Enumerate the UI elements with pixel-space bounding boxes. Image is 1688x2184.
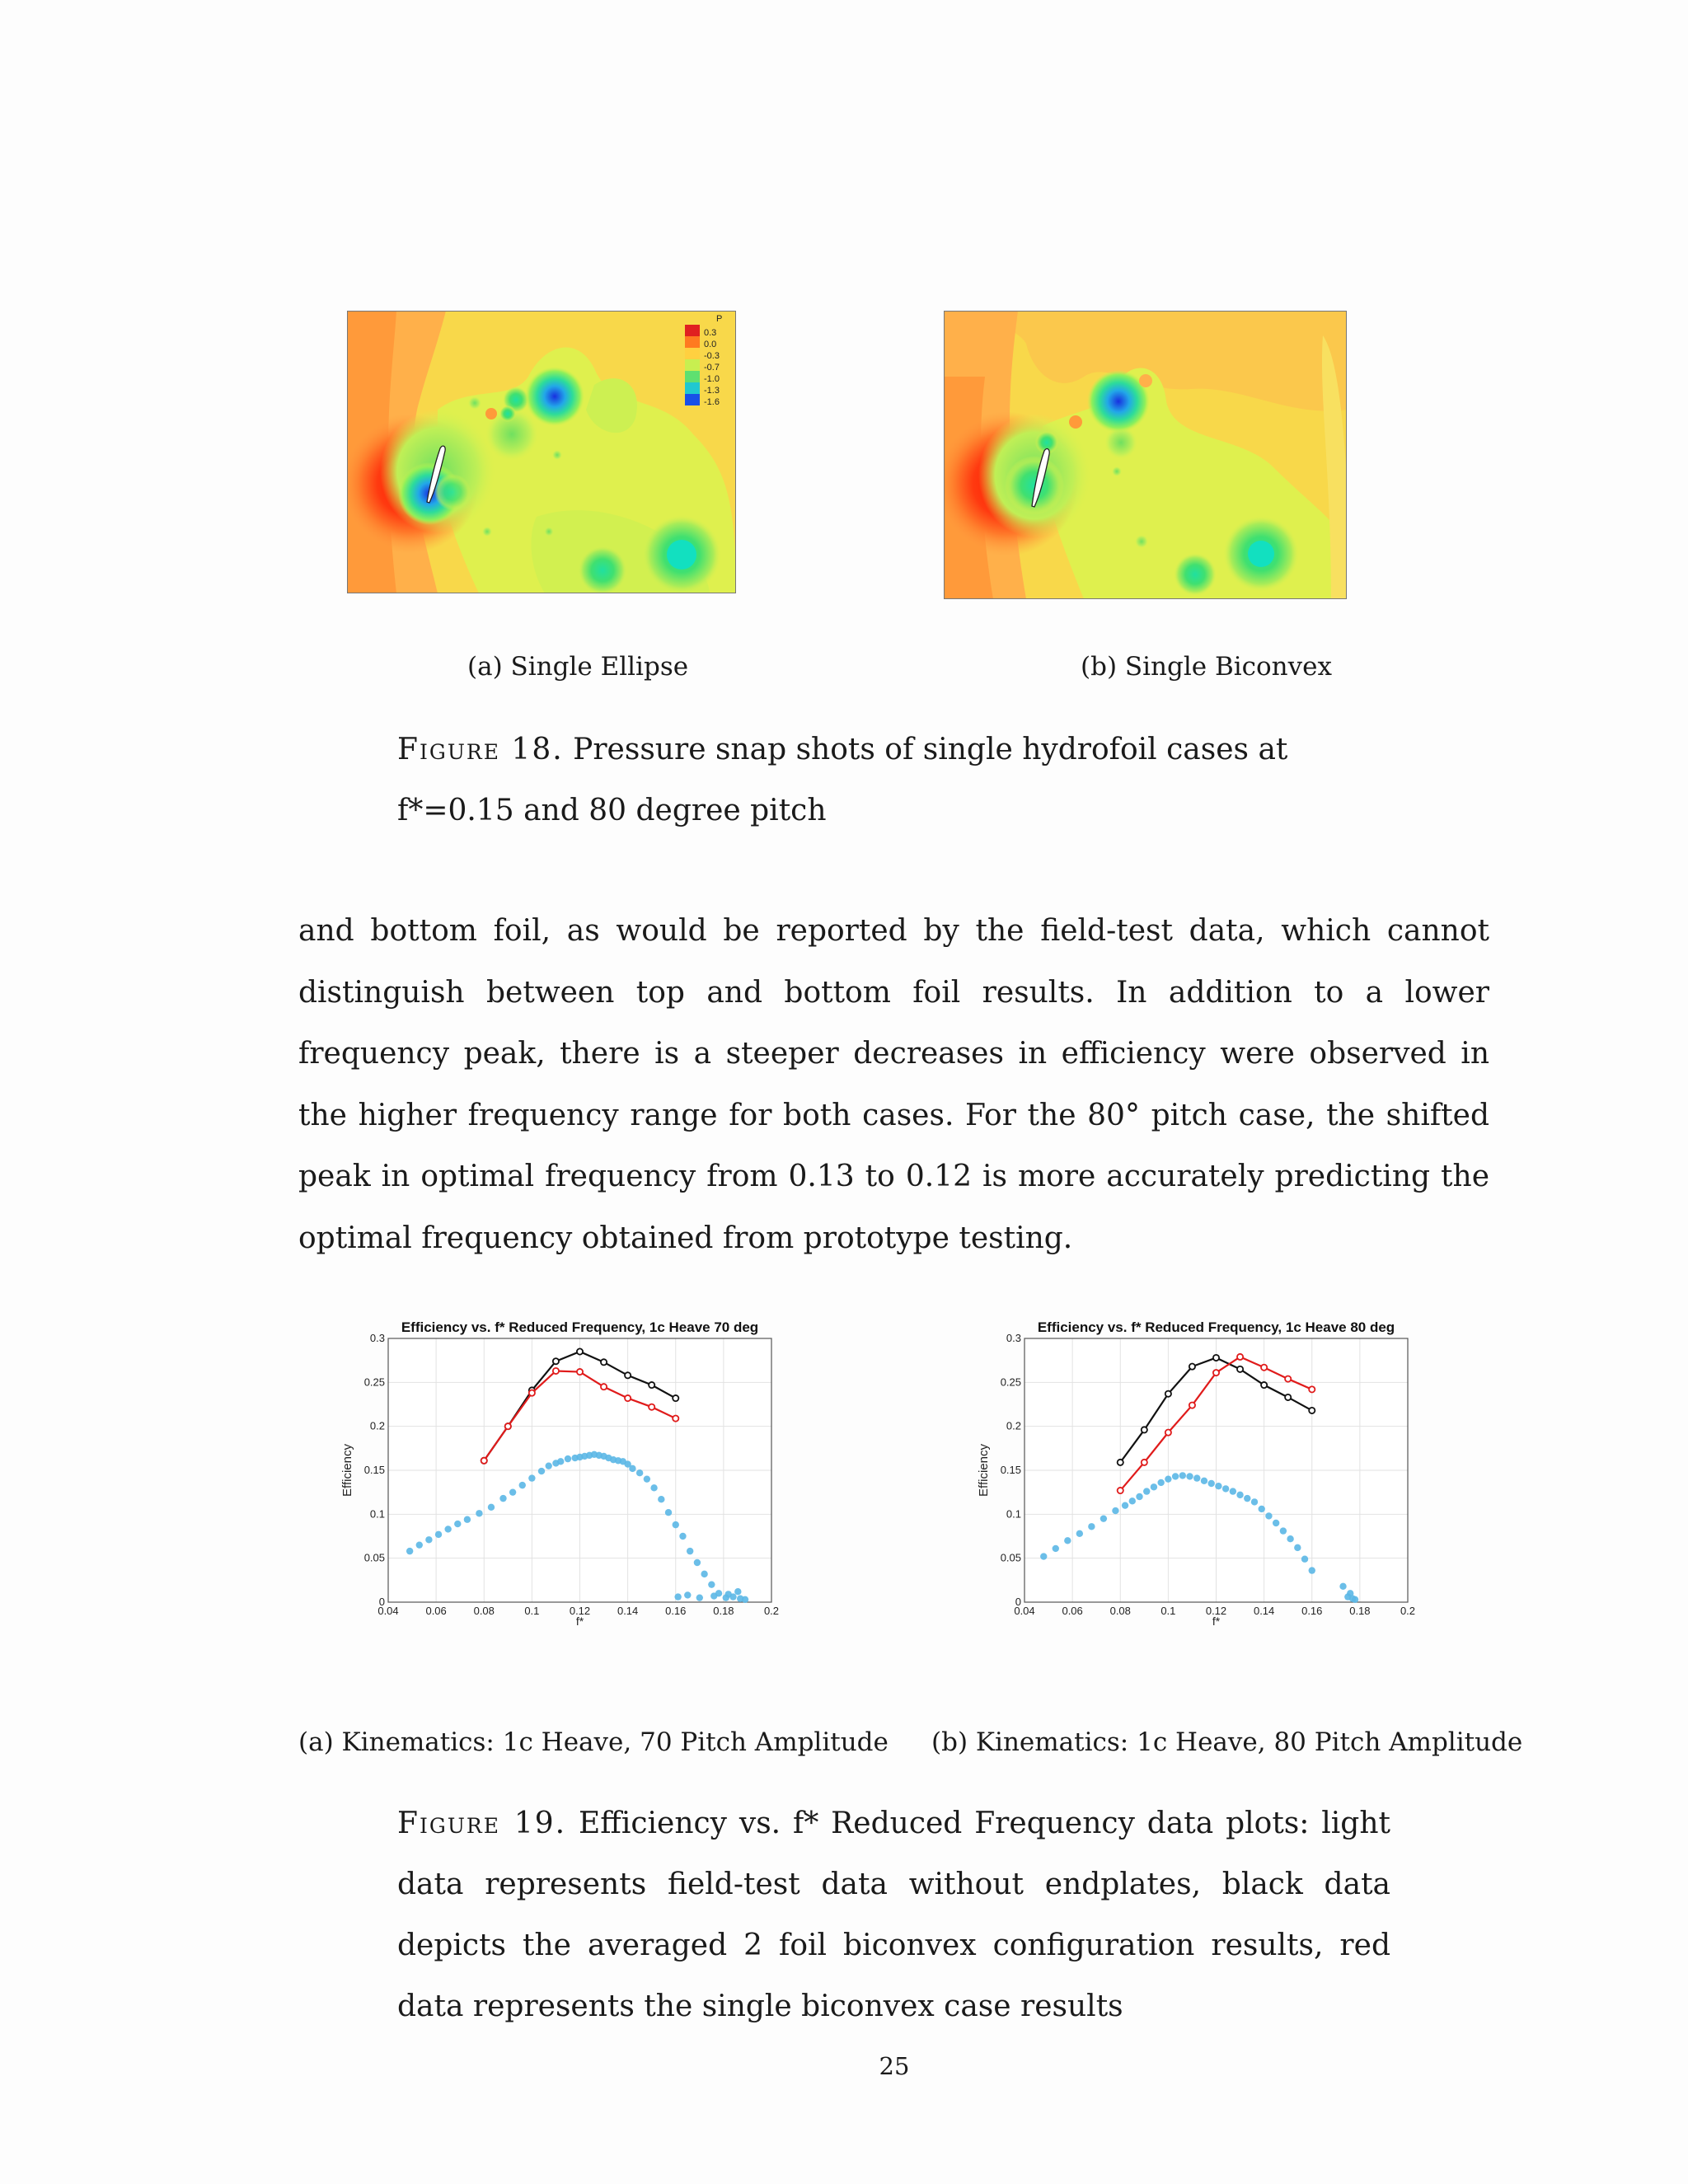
legend-value: 0.0 bbox=[704, 340, 717, 349]
scatter-point bbox=[710, 1592, 717, 1599]
series-point bbox=[1309, 1408, 1315, 1413]
subcaption-70-pitch: (a) Kinematics: 1c Heave, 70 Pitch Amplitude bbox=[298, 1727, 889, 1757]
series-point bbox=[529, 1390, 535, 1396]
y-tick-label: 0.2 bbox=[1006, 1419, 1021, 1432]
y-tick-label: 0.2 bbox=[369, 1419, 385, 1432]
series-point bbox=[601, 1359, 607, 1365]
series-point bbox=[1142, 1460, 1147, 1465]
scatter-point bbox=[1112, 1507, 1118, 1514]
scatter-point bbox=[454, 1521, 461, 1527]
chart-title: Efficiency vs. f* Reduced Frequency, 1c Heave 80 deg bbox=[1037, 1319, 1395, 1335]
legend-value: 0.3 bbox=[704, 328, 717, 338]
chart-title: Efficiency vs. f* Reduced Frequency, 1c Heave 70 deg bbox=[401, 1319, 759, 1335]
series-point bbox=[1189, 1402, 1195, 1408]
scatter-point bbox=[1265, 1512, 1272, 1519]
scatter-point bbox=[444, 1526, 451, 1532]
series-point bbox=[505, 1423, 511, 1429]
x-tick-label: 0.18 bbox=[1349, 1605, 1371, 1617]
subcaption-single-biconvex: (b) Single Biconvex bbox=[1081, 652, 1332, 682]
x-tick-label: 0.16 bbox=[665, 1605, 687, 1617]
y-axis-label: Efficiency bbox=[977, 1444, 991, 1497]
caption-text: Efficiency vs. f* Reduced Frequency data plots: light data represents field-test data without endplates, black data depicts the averaged 2 foil biconvex configuration results, red data represents the single biconvex case results bbox=[397, 1807, 1390, 2023]
scatter-point bbox=[696, 1594, 703, 1601]
scatter-point bbox=[1301, 1556, 1308, 1563]
scatter-point bbox=[701, 1571, 707, 1577]
subcaption-single-ellipse: (a) Single Ellipse bbox=[467, 652, 689, 682]
body-paragraph: and bottom foil, as would be reported by the field-test data, which cannot distinguish between top and bottom foil results. In addition to a lower frequency peak, there is a steeper decreases in efficiency were observed in the higher frequency range for both cases. For the 80° pitch case, the shifted peak in optimal frequency from 0.13 to 0.12 is more accurately predicting the optimal frequency obtained from prototype testing. bbox=[298, 914, 1489, 1255]
scatter-point bbox=[644, 1475, 650, 1482]
scatter-point bbox=[1259, 1506, 1265, 1512]
scatter-point bbox=[1157, 1479, 1164, 1486]
y-tick-label: 0 bbox=[1015, 1596, 1021, 1608]
y-tick-label: 0.1 bbox=[369, 1507, 385, 1521]
x-tick-label: 0.14 bbox=[1253, 1605, 1275, 1617]
scatter-point bbox=[1165, 1475, 1171, 1482]
x-tick-label: 0.2 bbox=[763, 1605, 780, 1617]
scatter-point bbox=[665, 1509, 672, 1516]
scatter-point bbox=[1309, 1567, 1315, 1573]
figure-label: Figure 18. bbox=[397, 733, 564, 766]
series-point bbox=[673, 1395, 678, 1401]
scatter-point bbox=[1236, 1492, 1243, 1498]
y-tick-label: 0.05 bbox=[363, 1551, 385, 1564]
x-tick-label: 0.04 bbox=[1014, 1605, 1035, 1617]
scatter-point bbox=[1053, 1545, 1059, 1552]
scatter-point bbox=[1349, 1596, 1356, 1602]
scatter-point bbox=[724, 1591, 731, 1597]
y-tick-label: 0.25 bbox=[1000, 1376, 1021, 1389]
scatter-point bbox=[435, 1531, 442, 1538]
scatter-point bbox=[1251, 1498, 1258, 1505]
scatter-point bbox=[425, 1536, 432, 1543]
scatter-point bbox=[636, 1469, 643, 1476]
scatter-point bbox=[416, 1541, 423, 1548]
scatter-point bbox=[650, 1484, 657, 1491]
series-point bbox=[1213, 1355, 1219, 1361]
scatter-point bbox=[565, 1455, 571, 1462]
x-tick-label: 0.06 bbox=[1062, 1605, 1083, 1617]
series-point bbox=[1261, 1365, 1267, 1371]
scatter-point bbox=[464, 1516, 471, 1523]
series-point bbox=[1189, 1364, 1195, 1370]
series-point bbox=[625, 1372, 631, 1378]
scatter-point bbox=[1294, 1544, 1301, 1551]
y-tick-label: 0.25 bbox=[363, 1376, 385, 1389]
series-point bbox=[649, 1404, 654, 1410]
series-point bbox=[1285, 1394, 1291, 1400]
series-point bbox=[1237, 1366, 1243, 1372]
series-point bbox=[481, 1458, 487, 1464]
scatter-point bbox=[476, 1510, 482, 1516]
series-point bbox=[1165, 1430, 1171, 1436]
series-point bbox=[577, 1369, 583, 1375]
x-tick-label: 0.18 bbox=[713, 1605, 734, 1617]
legend-value: -1.3 bbox=[704, 386, 720, 396]
x-tick-label: 0.04 bbox=[377, 1605, 399, 1617]
series-point bbox=[553, 1368, 559, 1374]
legend-title: P bbox=[716, 314, 723, 324]
scatter-point bbox=[734, 1588, 741, 1595]
series-point bbox=[673, 1415, 678, 1421]
scatter-point bbox=[694, 1559, 701, 1566]
figure-18-caption bbox=[397, 719, 1390, 841]
y-tick-label: 0 bbox=[378, 1596, 385, 1608]
scatter-point bbox=[557, 1458, 564, 1465]
efficiency-chart-70deg bbox=[328, 1302, 823, 1640]
scatter-point bbox=[673, 1521, 679, 1528]
scatter-point bbox=[499, 1495, 506, 1502]
scatter-point bbox=[1280, 1527, 1287, 1534]
scatter-point bbox=[546, 1462, 552, 1469]
series-point bbox=[625, 1395, 631, 1401]
scatter-point bbox=[1244, 1495, 1250, 1502]
scatter-point bbox=[708, 1581, 715, 1587]
scatter-point bbox=[1201, 1478, 1207, 1484]
legend-value: -0.3 bbox=[704, 351, 720, 361]
y-tick-label: 0.15 bbox=[1000, 1464, 1021, 1476]
scatter-point bbox=[1273, 1520, 1279, 1526]
scatter-point bbox=[1143, 1488, 1150, 1494]
scatter-point bbox=[1100, 1515, 1107, 1521]
scatter-point bbox=[1230, 1488, 1236, 1494]
y-tick-label: 0.05 bbox=[1000, 1551, 1021, 1564]
scatter-point bbox=[1172, 1473, 1179, 1479]
scatter-point bbox=[1186, 1473, 1193, 1479]
x-tick-label: 0.12 bbox=[569, 1605, 591, 1617]
scatter-point bbox=[679, 1533, 686, 1540]
caption-text: Pressure snap shots of single hydrofoil cases at f*=0.15 and 80 degree pitch bbox=[397, 733, 1288, 827]
x-tick-label: 0.06 bbox=[425, 1605, 447, 1617]
scatter-point bbox=[1040, 1553, 1047, 1559]
series-point bbox=[649, 1382, 654, 1388]
x-tick-label: 0.2 bbox=[1400, 1605, 1416, 1617]
scatter-point bbox=[1136, 1493, 1142, 1500]
scatter-point bbox=[629, 1465, 635, 1472]
scatter-point bbox=[1151, 1483, 1157, 1490]
y-tick-label: 0.3 bbox=[369, 1332, 385, 1344]
page-number: 25 bbox=[879, 2052, 910, 2080]
series-point bbox=[1142, 1427, 1147, 1432]
x-tick-label: 0.08 bbox=[1109, 1605, 1131, 1617]
legend-value: -1.6 bbox=[704, 397, 720, 407]
scatter-point bbox=[1207, 1480, 1214, 1487]
scatter-point bbox=[1129, 1497, 1136, 1504]
y-tick-label: 0.3 bbox=[1006, 1332, 1021, 1344]
scatter-point bbox=[1215, 1483, 1221, 1489]
series-point bbox=[1118, 1460, 1123, 1465]
x-tick-label: 0.14 bbox=[617, 1605, 639, 1617]
y-axis-label: Efficiency bbox=[340, 1444, 354, 1497]
y-tick-label: 0.15 bbox=[363, 1464, 385, 1476]
series-point bbox=[1261, 1382, 1267, 1388]
x-tick-label: 0.1 bbox=[1160, 1605, 1176, 1617]
scatter-point bbox=[538, 1468, 545, 1474]
scatter-point bbox=[684, 1591, 691, 1598]
scatter-point bbox=[406, 1548, 413, 1554]
scatter-point bbox=[674, 1593, 681, 1600]
scatter-point bbox=[1222, 1485, 1229, 1492]
scatter-point bbox=[1088, 1523, 1095, 1530]
scatter-point bbox=[528, 1474, 535, 1481]
series-point bbox=[1213, 1370, 1219, 1376]
scatter-point bbox=[1287, 1535, 1293, 1542]
x-tick-label: 0.16 bbox=[1301, 1605, 1323, 1617]
subcaption-80-pitch: (b) Kinematics: 1c Heave, 80 Pitch Amplitude bbox=[931, 1727, 1523, 1757]
x-tick-label: 0.08 bbox=[473, 1605, 495, 1617]
figure-19-caption bbox=[397, 1793, 1390, 2037]
pressure-legend bbox=[682, 314, 728, 407]
scatter-point bbox=[742, 1596, 748, 1603]
scatter-point bbox=[1339, 1583, 1346, 1590]
scatter-point bbox=[687, 1548, 693, 1554]
legend-value: -1.0 bbox=[704, 374, 720, 384]
scatter-point bbox=[519, 1482, 526, 1488]
pressure-contour-ellipse bbox=[347, 311, 736, 593]
scatter-point bbox=[658, 1496, 664, 1502]
series-point bbox=[1237, 1354, 1243, 1360]
scatter-point bbox=[1179, 1472, 1186, 1479]
x-axis-label: f* bbox=[1212, 1615, 1221, 1628]
figure-label: Figure 19. bbox=[397, 1807, 567, 1840]
y-tick-label: 0.1 bbox=[1006, 1507, 1021, 1521]
scatter-point bbox=[1122, 1502, 1128, 1508]
series-point bbox=[577, 1348, 583, 1354]
x-axis-label: f* bbox=[575, 1615, 584, 1628]
scatter-point bbox=[1076, 1530, 1083, 1537]
scatter-point bbox=[1064, 1537, 1071, 1544]
pressure-contour-biconvex bbox=[944, 311, 1347, 599]
efficiency-chart-80deg bbox=[964, 1302, 1459, 1640]
x-tick-label: 0.1 bbox=[524, 1605, 540, 1617]
scatter-point bbox=[488, 1504, 495, 1511]
legend-value: -0.7 bbox=[704, 363, 720, 373]
scatter-point bbox=[1193, 1474, 1200, 1481]
scatter-point bbox=[509, 1488, 516, 1495]
x-tick-label: 0.12 bbox=[1205, 1605, 1227, 1617]
series-point bbox=[601, 1384, 607, 1390]
series-point bbox=[1165, 1391, 1171, 1397]
series-point bbox=[1118, 1488, 1123, 1493]
series-point bbox=[553, 1358, 559, 1364]
series-point bbox=[1285, 1376, 1291, 1381]
series-point bbox=[1309, 1386, 1315, 1392]
